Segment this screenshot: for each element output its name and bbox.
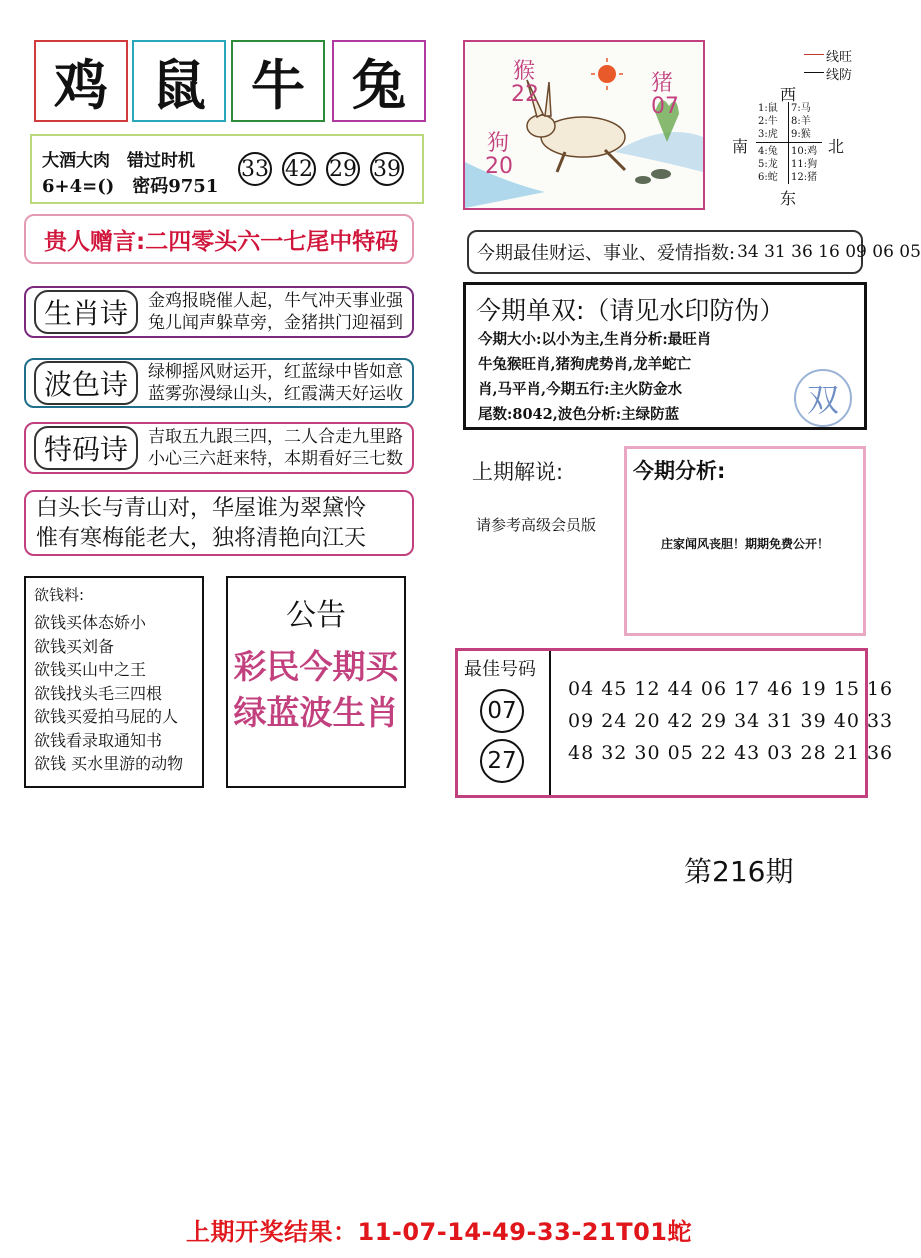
danshuang-title: 今期单双:（请见水印防伪） xyxy=(476,296,785,325)
compass-east: 东 xyxy=(780,189,797,208)
compass-cell: 3:虎 xyxy=(758,129,778,140)
zodiac-rat: 鼠 xyxy=(132,40,226,122)
best-pick: 27 xyxy=(480,739,524,783)
bose-line-2: 蓝雾弥漫绿山头，红霞满天好运收 xyxy=(148,384,404,404)
shengxiao-label: 生肖诗 xyxy=(34,290,138,334)
yuqian-item: 欲钱买爱拍马屁的人 xyxy=(34,707,179,726)
fortune-label: 今期最佳财运、事业、爱情指数: xyxy=(477,243,736,264)
compass-cell: 12:猪 xyxy=(791,172,818,183)
info-line-2: 6+4=() 密码9751 xyxy=(42,176,219,197)
compass-cell: 7:马 xyxy=(791,103,811,114)
last-explain-content: 请参考高级会员版 xyxy=(476,516,597,534)
info-line-1: 大酒大肉 错过时机 xyxy=(42,151,195,171)
last-explain-title: 上期解说: xyxy=(472,460,564,484)
zodiac-rabbit: 兔 xyxy=(332,40,426,122)
best-numbers-row: 04 45 12 44 06 17 46 19 15 16 xyxy=(568,678,894,700)
notice-title: 公告 xyxy=(286,598,346,633)
notice-line-2: 绿蓝波生肖 xyxy=(233,693,399,732)
zodiac-rooster: 鸡 xyxy=(34,40,128,122)
picture-pig: 猪 xyxy=(651,71,674,96)
compass-cell: 2:牛 xyxy=(758,116,778,127)
yuqian-item: 欲钱找头毛三四根 xyxy=(34,683,163,703)
yuqian-title: 欲钱料: xyxy=(34,586,85,604)
big-poem-line-2: 惟有寒梅能老大，独将清艳向江天 xyxy=(36,526,367,551)
picture-pig-num: 07 xyxy=(651,94,679,119)
compass xyxy=(728,42,878,212)
issue-number: 第216期 xyxy=(684,855,794,888)
compass-legend-1: 线旺 xyxy=(826,50,853,65)
zodiac-ox: 牛 xyxy=(231,40,325,122)
notice-line-1: 彩民今期买 xyxy=(233,647,399,686)
picture-monkey-num: 22 xyxy=(511,82,539,107)
yuqian-item: 欲钱买刘备 xyxy=(34,636,115,656)
compass-cell: 10:鸡 xyxy=(791,146,818,157)
fortune-box xyxy=(467,230,921,274)
big-poem xyxy=(24,490,414,556)
tema-label: 特码诗 xyxy=(34,426,138,470)
big-poem-line-1: 白头长与青山对，华屋谁为翠黛怜 xyxy=(36,496,367,521)
compass-cell: 8:羊 xyxy=(791,116,811,127)
guiren-banner: 贵人赠言:二四零头六一七尾中特码 xyxy=(24,214,414,264)
yuqian-item: 欲钱买体态娇小 xyxy=(34,613,147,632)
compass-west: 西 xyxy=(780,85,797,104)
fortune-numbers: 34 31 36 16 09 06 05 xyxy=(737,242,921,262)
shengxiao-line-1: 金鸡报晓催人起，牛气冲天事业强 xyxy=(148,291,404,311)
yuqian-item: 欲钱买山中之王 xyxy=(34,660,147,679)
analysis-box xyxy=(624,446,866,636)
best-numbers-box xyxy=(455,648,894,798)
shengxiao-line-2: 兔儿闻声躲草旁，金猪拱门迎福到 xyxy=(148,313,404,333)
danshuang-line: 尾数:8042,波色分析:主绿防蓝 xyxy=(478,406,680,423)
best-pick: 07 xyxy=(480,689,524,733)
picture-dog: 狗 xyxy=(487,131,510,156)
compass-north: 北 xyxy=(828,137,845,156)
yuqian-box xyxy=(24,576,204,788)
danshuang-box xyxy=(463,282,867,430)
bose-line-1: 绿柳摇风财运开，红蓝绿中皆如意 xyxy=(148,362,404,382)
info-number: 42 xyxy=(282,152,316,186)
compass-south: 南 xyxy=(732,137,749,156)
danshuang-line: 牛兔猴旺肖,猪狗虎势肖,龙羊蛇亡 xyxy=(478,356,692,373)
danshuang-line: 肖,马平肖,今期五行:主火防金水 xyxy=(478,381,682,398)
bose-label: 波色诗 xyxy=(34,361,138,405)
best-numbers-row: 09 24 20 42 29 34 31 39 40 33 xyxy=(568,710,894,732)
compass-legend-2: 线防 xyxy=(826,68,853,83)
compass-cell: 5:龙 xyxy=(758,159,778,170)
last-result: 上期开奖结果：11-07-14-49-33-21T01蛇 xyxy=(186,1218,692,1246)
tema-line-1: 吉取五九跟三四，二人合走九里路 xyxy=(148,427,404,447)
bose-poem xyxy=(24,358,414,408)
best-numbers-row: 48 32 30 05 22 43 03 28 21 36 xyxy=(568,742,894,764)
compass-cell: 11:狗 xyxy=(791,159,818,170)
compass-cell: 9:猴 xyxy=(791,129,811,140)
info-number: 33 xyxy=(238,152,272,186)
yuqian-item: 欲钱 买水里游的动物 xyxy=(34,754,184,773)
shengxiao-poem xyxy=(24,286,414,338)
analysis-title: 今期分析: xyxy=(633,459,726,483)
picture-monkey: 猴 xyxy=(513,59,536,84)
info-number: 29 xyxy=(326,152,360,186)
zodiac-picture xyxy=(463,40,705,210)
picture-dog-num: 20 xyxy=(485,154,513,179)
danshuang-line: 今期大小:以小为主,生肖分析:最旺肖 xyxy=(478,331,712,348)
yuqian-item: 欲钱看录取通知书 xyxy=(34,730,163,750)
compass-cell: 1:鼠 xyxy=(758,103,778,114)
tema-poem xyxy=(24,422,414,474)
info-box xyxy=(30,134,424,204)
best-numbers-title: 最佳号码 xyxy=(464,659,536,680)
compass-cell: 6:蛇 xyxy=(758,172,778,183)
notice-box xyxy=(226,576,406,788)
tema-line-2: 小心三六赶来特，本期看好三七数 xyxy=(148,449,404,469)
info-number: 39 xyxy=(370,152,404,186)
danshuang-seal: 双 xyxy=(794,369,852,427)
analysis-content: 庄家闻风丧胆！期期免费公开！ xyxy=(660,537,829,551)
compass-cell: 4:兔 xyxy=(758,146,778,157)
